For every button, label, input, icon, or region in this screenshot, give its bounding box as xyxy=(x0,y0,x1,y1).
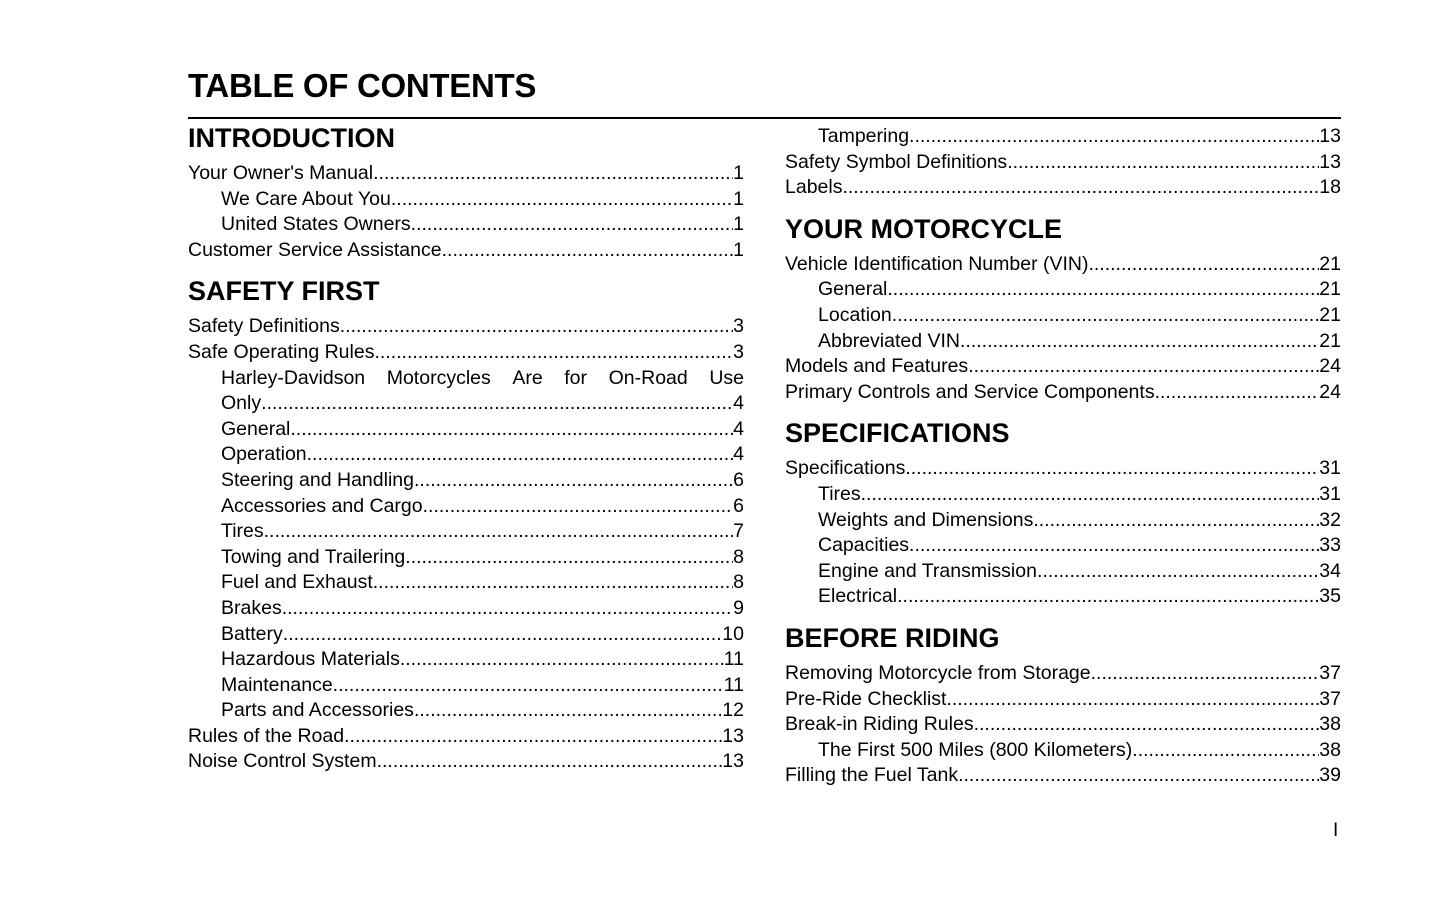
toc-page-number: 3 xyxy=(733,340,744,363)
toc-entry-title: The First 500 Miles (800 Kilometers) xyxy=(818,738,1133,761)
toc-entry[interactable] xyxy=(188,724,744,750)
toc-entry-title: Vehicle Identification Number (VIN) xyxy=(785,252,1089,275)
dot-leader xyxy=(861,482,1320,508)
dot-leader xyxy=(290,417,733,443)
toc-page-number: 13 xyxy=(722,750,744,773)
dot-leader xyxy=(261,391,733,417)
toc-entry-title: Brakes xyxy=(221,596,282,619)
dot-leader xyxy=(946,687,1319,713)
toc-entry-title: General xyxy=(818,278,888,301)
toc-entry-title: Tampering xyxy=(818,125,910,147)
toc-entry-title: Specifications xyxy=(785,457,906,480)
toc-page-number: 33 xyxy=(1319,534,1341,557)
toc-entry-title: Removing Motorcycle from Storage xyxy=(785,661,1091,684)
toc-page-number: 34 xyxy=(1319,559,1341,582)
toc-subentry[interactable] xyxy=(188,212,744,238)
toc-subentry[interactable] xyxy=(785,738,1341,764)
dot-leader xyxy=(842,175,1319,201)
toc-page-number: 1 xyxy=(733,213,744,236)
toc-entry[interactable] xyxy=(785,150,1341,176)
toc-page-number: 1 xyxy=(733,238,744,261)
toc-subentry[interactable] xyxy=(785,303,1341,329)
toc-entry[interactable] xyxy=(785,175,1341,201)
toc-subentry[interactable] xyxy=(188,622,744,648)
page-number: I xyxy=(1333,820,1339,841)
toc-page-number: 35 xyxy=(1319,585,1341,608)
toc-entry-word: for xyxy=(564,366,588,389)
toc-entry-title: Parts and Accessories xyxy=(221,699,414,722)
dot-leader xyxy=(974,712,1320,738)
toc-page-number: 13 xyxy=(722,724,744,747)
dot-leader xyxy=(307,442,734,468)
toc-entry-title: Engine and Transmission xyxy=(818,559,1037,582)
toc-subentry[interactable] xyxy=(188,494,744,520)
dot-leader xyxy=(373,570,733,596)
toc-entry-title: Electrical xyxy=(818,585,898,608)
dot-leader xyxy=(958,763,1319,789)
dot-leader xyxy=(909,124,1319,150)
toc-subentry[interactable] xyxy=(188,698,744,724)
toc-page-number: 11 xyxy=(723,673,744,696)
toc-entry[interactable] xyxy=(785,456,1341,482)
toc-page-number: 9 xyxy=(733,596,744,619)
toc-subentry[interactable] xyxy=(785,124,1341,150)
toc-entry-title xyxy=(221,366,744,392)
section-heading: BEFORE RIDING xyxy=(785,622,1000,653)
dot-leader xyxy=(340,314,733,340)
toc-entry-title: Break-in Riding Rules xyxy=(785,713,974,736)
dot-leader xyxy=(282,596,733,622)
dot-leader xyxy=(909,533,1319,559)
toc-entry-word: On-Road xyxy=(608,366,688,389)
title-divider xyxy=(188,117,1341,119)
toc-page-number: 8 xyxy=(733,571,744,594)
toc-subentry[interactable] xyxy=(188,570,744,596)
toc-entry-title: Only xyxy=(221,392,262,415)
toc-entry[interactable] xyxy=(188,314,744,340)
dot-leader xyxy=(1132,738,1319,764)
toc-entry-list xyxy=(188,161,744,263)
toc-entry-title: Tires xyxy=(818,482,861,505)
toc-entry-title: Models and Features xyxy=(785,355,969,378)
toc-entry-title: Your Owner's Manual xyxy=(188,162,374,184)
toc-entry[interactable] xyxy=(188,161,744,187)
dot-leader xyxy=(1091,661,1320,687)
toc-page-number: 6 xyxy=(733,468,744,491)
toc-entry-title: Rules of the Road xyxy=(188,724,345,747)
toc-entry-title: Hazardous Materials xyxy=(221,648,400,671)
toc-entry[interactable] xyxy=(785,354,1341,380)
toc-page-number: 37 xyxy=(1319,661,1341,684)
toc-entry-word: Harley-Davidson xyxy=(221,366,366,389)
dot-leader xyxy=(411,212,733,238)
dot-leader xyxy=(400,647,724,673)
toc-subentry[interactable] xyxy=(188,468,744,494)
toc-page-number: 24 xyxy=(1319,380,1341,403)
toc-page-number: 31 xyxy=(1319,482,1341,505)
dot-leader xyxy=(1007,150,1319,176)
dot-leader xyxy=(1155,380,1320,406)
toc-page-number: 18 xyxy=(1319,176,1341,199)
toc-subentry[interactable] xyxy=(188,596,744,622)
toc-entry-word: Motorcycles xyxy=(386,366,491,389)
toc-page-number: 32 xyxy=(1319,508,1341,531)
toc-page-number: 38 xyxy=(1319,713,1341,736)
toc-page-number: 3 xyxy=(733,315,744,338)
toc-entry[interactable] xyxy=(785,661,1341,687)
toc-subentry[interactable] xyxy=(785,277,1341,303)
toc-page-number: 21 xyxy=(1319,252,1341,275)
toc-subentry[interactable] xyxy=(785,508,1341,534)
toc-entry-word: Use xyxy=(709,366,744,389)
toc-entry-list xyxy=(785,124,1341,201)
toc-page-number: 37 xyxy=(1319,687,1341,710)
toc-page-number: 38 xyxy=(1319,738,1341,761)
toc-entry-title: Labels xyxy=(785,176,843,199)
dot-leader xyxy=(374,340,733,366)
toc-subentry[interactable] xyxy=(188,673,744,699)
toc-page-number: 13 xyxy=(1319,125,1341,147)
toc-subentry[interactable] xyxy=(188,519,744,545)
toc-entry-title: Noise Control System xyxy=(188,750,377,773)
toc-page-number: 31 xyxy=(1319,457,1341,480)
toc-page-number: 6 xyxy=(733,494,744,517)
toc-right-column xyxy=(785,120,1341,789)
toc-entry-title: Operation xyxy=(221,443,307,466)
toc-entry-list xyxy=(785,456,1341,610)
dot-leader xyxy=(905,456,1319,482)
toc-entry-title: Location xyxy=(818,303,892,326)
toc-entry[interactable] xyxy=(785,687,1341,713)
toc-entry-title: Customer Service Assistance xyxy=(188,238,442,261)
toc-entry-title: Safety Symbol Definitions xyxy=(785,150,1008,173)
dot-leader xyxy=(405,545,733,571)
dot-leader xyxy=(423,494,734,520)
toc-entry-title: We Care About You xyxy=(221,187,391,210)
toc-entry[interactable] xyxy=(785,712,1341,738)
dot-leader xyxy=(1033,508,1319,534)
toc-subentry[interactable] xyxy=(785,329,1341,355)
toc-page-number: 1 xyxy=(733,162,744,184)
toc-entry-title: General xyxy=(221,417,291,440)
toc-page-number: 4 xyxy=(733,443,744,466)
dot-leader xyxy=(283,622,723,648)
dot-leader xyxy=(414,468,733,494)
toc-entry-word: Are xyxy=(512,366,543,389)
dot-leader xyxy=(377,749,723,775)
dot-leader xyxy=(960,329,1319,355)
toc-entry[interactable] xyxy=(785,380,1341,406)
toc-left-column xyxy=(188,120,744,775)
toc-entry-title: Safe Operating Rules xyxy=(188,340,375,363)
section-heading: SAFETY FIRST xyxy=(188,276,380,307)
toc-entry[interactable] xyxy=(188,238,744,264)
toc-subentry[interactable] xyxy=(188,442,744,468)
toc-subentry[interactable] xyxy=(785,584,1341,610)
toc-entry-title: Abbreviated VIN xyxy=(818,329,960,352)
dot-leader xyxy=(391,187,733,213)
dot-leader xyxy=(1088,252,1319,278)
toc-page-number: 10 xyxy=(722,622,744,645)
dot-leader xyxy=(442,238,734,264)
toc-entry-title: Fuel and Exhaust xyxy=(221,571,373,594)
toc-subentry[interactable] xyxy=(785,559,1341,585)
toc-entry-title: Weights and Dimensions xyxy=(818,508,1034,531)
toc-subentry[interactable] xyxy=(785,482,1341,508)
dot-leader xyxy=(968,354,1319,380)
toc-entry[interactable] xyxy=(188,749,744,775)
toc-subentry[interactable] xyxy=(188,391,744,417)
toc-entry-title: Steering and Handling xyxy=(221,468,414,491)
toc-page-number: 21 xyxy=(1319,329,1341,352)
page-title: TABLE OF CONTENTS xyxy=(188,67,537,104)
toc-entry-title: Safety Definitions xyxy=(188,315,340,338)
toc-page-number: 8 xyxy=(733,545,744,568)
toc-entry-title: Capacities xyxy=(818,534,910,557)
toc-entry-title: Pre-Ride Checklist xyxy=(785,687,947,710)
toc-page-number: 13 xyxy=(1319,150,1341,173)
toc-entry-title: Filling the Fuel Tank xyxy=(785,764,959,787)
toc-subentry[interactable] xyxy=(188,647,744,673)
dot-leader xyxy=(344,724,722,750)
toc-page-number: 24 xyxy=(1319,355,1341,378)
dot-leader xyxy=(892,303,1320,329)
dot-leader xyxy=(897,584,1319,610)
toc-page-number: 21 xyxy=(1319,303,1341,326)
toc-entry-list xyxy=(785,661,1341,789)
toc-subentry[interactable] xyxy=(785,533,1341,559)
toc-entry-list xyxy=(188,314,744,775)
dot-leader xyxy=(414,698,722,724)
dot-leader xyxy=(887,277,1319,303)
toc-subentry[interactable] xyxy=(188,545,744,571)
section-heading: SPECIFICATIONS xyxy=(785,418,1010,449)
toc-entry[interactable] xyxy=(188,340,744,366)
toc-entry-title: Accessories and Cargo xyxy=(221,494,423,517)
toc-page-number: 21 xyxy=(1319,278,1341,301)
toc-page-number: 1 xyxy=(733,187,744,210)
dot-leader xyxy=(373,161,733,187)
toc-entry-title: Primary Controls and Service Components xyxy=(785,380,1155,403)
toc-entry-title: Tires xyxy=(221,520,264,543)
toc-subentry[interactable] xyxy=(188,187,744,213)
toc-entry[interactable] xyxy=(785,252,1341,278)
toc-entry[interactable] xyxy=(785,763,1341,789)
toc-entry-title: Maintenance xyxy=(221,673,333,696)
toc-entry-title: Battery xyxy=(221,622,283,645)
section-heading: YOUR MOTORCYCLE xyxy=(785,213,1063,244)
toc-page-number: 4 xyxy=(733,392,744,415)
toc-subentry[interactable] xyxy=(188,417,744,443)
dot-leader xyxy=(1037,559,1319,585)
toc-page-number: 4 xyxy=(733,417,744,440)
section-heading: INTRODUCTION xyxy=(188,123,395,153)
toc-entry-title: United States Owners xyxy=(221,213,411,236)
toc-subentry[interactable] xyxy=(188,366,744,392)
dot-leader xyxy=(264,519,734,545)
toc-entry-list xyxy=(785,252,1341,406)
toc-page-number: 12 xyxy=(722,699,744,722)
toc-page-number: 11 xyxy=(723,648,744,671)
toc-page-number: 7 xyxy=(733,520,744,543)
toc-entry-title: Towing and Trailering xyxy=(221,545,406,568)
toc-page-number: 39 xyxy=(1319,764,1341,787)
dot-leader xyxy=(333,673,724,699)
